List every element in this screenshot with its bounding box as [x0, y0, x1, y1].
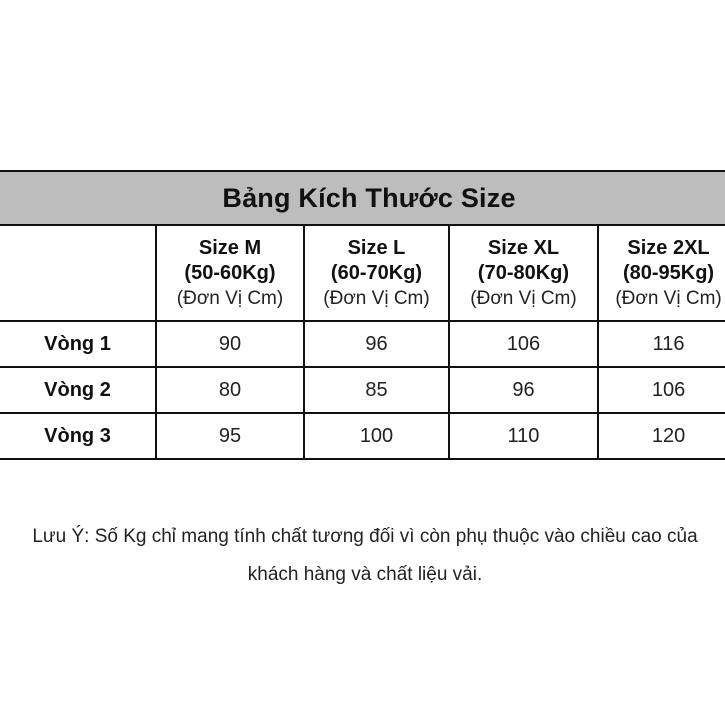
size-unit: (Đơn Vị Cm) [176, 287, 284, 309]
table-cell: 96 [449, 367, 598, 413]
table-row [0, 367, 725, 413]
header-row [0, 225, 725, 321]
table-title: Bảng Kích Thước Size [0, 171, 725, 225]
row-label: Vòng 3 [0, 413, 156, 459]
size-chart-table [0, 170, 725, 460]
table-cell: 120 [598, 413, 725, 459]
header-size-xl [449, 225, 598, 321]
size-name: Size L [347, 236, 406, 259]
table-cell: 80 [156, 367, 304, 413]
table-cell: 110 [449, 413, 598, 459]
table-cell: 106 [598, 367, 725, 413]
size-unit: (Đơn Vị Cm) [323, 287, 430, 309]
size-unit: (Đơn Vị Cm) [470, 287, 577, 309]
table-cell: 100 [304, 413, 449, 459]
size-weight-range: (60-70Kg) [330, 261, 423, 284]
table-row [0, 321, 725, 367]
note-line-2: khách hàng và chất liệu vải. [247, 564, 483, 585]
disclaimer-note [0, 518, 725, 594]
row-label: Vòng 1 [0, 321, 156, 367]
size-weight-range: (70-80Kg) [477, 261, 570, 284]
size-name: Size 2XL [627, 236, 710, 259]
size-name: Size XL [487, 236, 560, 259]
table-cell: 116 [598, 321, 725, 367]
header-corner-cell [0, 225, 156, 321]
table-cell: 96 [304, 321, 449, 367]
size-name: Size M [198, 236, 262, 259]
size-weight-range: (80-95Kg) [622, 261, 715, 284]
row-label: Vòng 2 [0, 367, 156, 413]
header-size-m [156, 225, 304, 321]
table-cell: 85 [304, 367, 449, 413]
table-cell: 95 [156, 413, 304, 459]
size-weight-range: (50-60Kg) [184, 261, 276, 284]
note-line-1: Lưu Ý: Số Kg chỉ mang tính chất tương đối vì còn phụ thuộc vào chiều cao của [32, 526, 698, 547]
size-unit: (Đơn Vị Cm) [615, 287, 722, 309]
table-cell: 106 [449, 321, 598, 367]
table-row [0, 413, 725, 459]
table-cell: 90 [156, 321, 304, 367]
header-size-l [304, 225, 449, 321]
header-size-2xl [598, 225, 725, 321]
title-row [0, 171, 725, 225]
